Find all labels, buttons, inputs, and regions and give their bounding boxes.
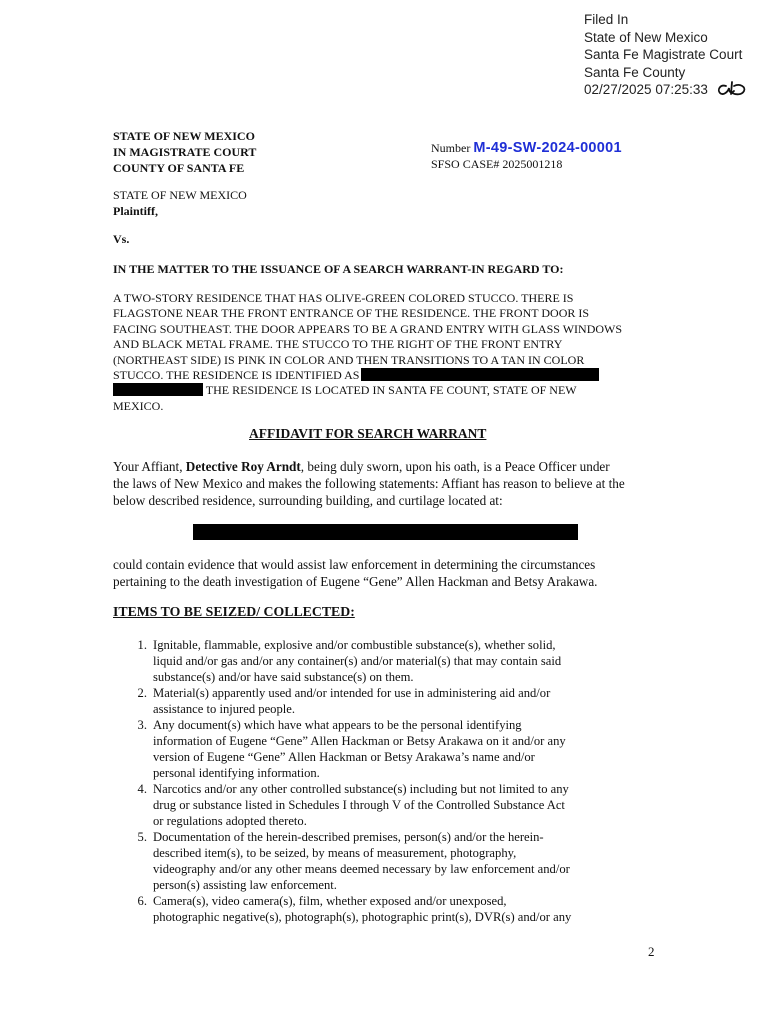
affiant-paragraph	[113, 458, 673, 509]
item-line: Ignitable, flammable, explosive and/or combustible substance(s), whether solid,	[153, 638, 556, 652]
filed-stamp-date: 02/27/2025 07:25:33	[584, 82, 708, 97]
redaction-bar	[361, 368, 599, 381]
item-line: described item(s), to be seized, by means of measurement, photography,	[153, 846, 517, 860]
filed-stamp-line: Santa Fe County	[584, 64, 686, 80]
list-item	[113, 717, 673, 781]
court-caption	[113, 128, 256, 176]
filed-stamp-line: State of New Mexico	[584, 29, 708, 45]
item-line: Material(s) apparently used and/or intended for use in administering aid and/or	[153, 686, 551, 700]
item-number: 3.	[137, 718, 147, 732]
evidence-paragraph	[113, 556, 673, 590]
item-line: liquid and/or gas and/or any container(s) and/or material(s) that may contain said	[153, 654, 562, 668]
item-line: version of Eugene “Gene” Allen Hackman or Betsy Arakawa’s name and/or	[153, 750, 535, 764]
description-line: A TWO-STORY RESIDENCE THAT HAS OLIVE-GREEN COLORED STUCCO. THERE IS	[113, 291, 574, 305]
page-number: 2	[648, 944, 655, 959]
list-item	[113, 893, 673, 925]
case-number: M-49-SW-2024-00001	[473, 140, 622, 156]
affidavit-title: AFFIDAVIT FOR SEARCH WARRANT	[249, 426, 487, 441]
item-number: 2.	[137, 686, 147, 700]
item-line: Camera(s), video camera(s), film, whether exposed and/or unexposed,	[153, 894, 507, 908]
list-item	[113, 685, 673, 717]
list-item	[113, 637, 673, 685]
item-line: Any document(s) which have what appears to be the personal identifying	[153, 718, 522, 732]
affiant-name: Detective Roy Arndt	[185, 459, 301, 474]
item-number: 4.	[137, 782, 147, 796]
description-line: MEXICO.	[113, 398, 164, 413]
versus-label: Vs.	[113, 232, 130, 246]
party-role: Plaintiff,	[113, 204, 158, 218]
item-number: 1.	[137, 638, 147, 652]
paragraph-line: could contain evidence that would assist law enforcement in determining the circumstances	[113, 557, 596, 572]
item-number: 6.	[137, 894, 147, 908]
paragraph-line: below described residence, surrounding building, and curtilage located at:	[113, 493, 503, 508]
address-redaction-bar	[193, 524, 578, 540]
paragraph-line: the laws of New Mexico and makes the following statements: Affiant has reason to believe at the	[113, 476, 625, 491]
paragraph-text: Your Affiant,	[113, 459, 186, 474]
item-line: assistance to injured people.	[153, 702, 295, 716]
matter-heading: IN THE MATTER TO THE ISSUANCE OF A SEARCH WARRANT-IN REGARD TO:	[113, 262, 564, 276]
description-line: STUCCO. THE RESIDENCE IS IDENTIFIED AS	[113, 368, 360, 383]
items-list	[113, 637, 673, 925]
description-line: AND BLACK METAL FRAME. THE STUCCO TO THE RIGHT OF THE FRONT ENTRY	[113, 337, 563, 352]
number-label: Number	[431, 141, 471, 155]
item-number: 5.	[137, 830, 147, 844]
court-state: STATE OF NEW MEXICO	[113, 129, 255, 143]
description-line: (NORTHEAST SIDE) IS PINK IN COLOR AND THEN TRANSITIONS TO A TAN IN COLOR	[113, 352, 585, 367]
party-name: STATE OF NEW MEXICO	[113, 188, 247, 202]
item-line: photographic negative(s), photograph(s), photographic print(s), DVR(s) and/or any	[153, 910, 572, 924]
case-number-block	[431, 140, 622, 172]
description-line: FACING SOUTHEAST. THE DOOR APPEARS TO BE A GRAND ENTRY WITH GLASS WINDOWS	[113, 321, 623, 336]
item-line: person(s) assisting law enforcement.	[153, 878, 337, 892]
description-line: THE RESIDENCE IS LOCATED IN SANTA FE COUNT, STATE OF NEW	[203, 383, 577, 398]
list-item	[113, 781, 673, 829]
description-line: FLAGSTONE NEAR THE FRONT ENTRANCE OF THE RESIDENCE. THE FRONT DOOR IS	[113, 306, 590, 321]
items-title: ITEMS TO BE SEIZED/ COLLECTED:	[113, 604, 355, 619]
item-line: Documentation of the herein-described premises, person(s) and/or the herein-	[153, 830, 544, 844]
sfso-case-number: SFSO CASE# 2025001218	[431, 157, 563, 171]
item-line: drug or substance listed in Schedules I through V of the Controlled Substance Act	[153, 798, 565, 812]
list-item	[113, 829, 673, 893]
item-line: or regulations adopted thereto.	[153, 814, 307, 828]
court-name: IN MAGISTRATE COURT	[113, 145, 257, 159]
item-line: information of Eugene “Gene” Allen Hackman or Betsy Arakawa on it and/or any	[153, 734, 566, 748]
item-line: videography and/or any other means deemed necessary by law enforcement and/or	[153, 862, 570, 876]
filed-stamp-line: Santa Fe Magistrate Court	[584, 47, 743, 62]
redaction-bar	[113, 383, 203, 396]
item-line: substance(s) and/or have said substance(s) on them.	[153, 670, 414, 684]
filed-stamp-line: Filed In	[584, 12, 629, 27]
paragraph-line: pertaining to the death investigation of Eugene “Gene” Allen Hackman and Betsy Arakawa.	[113, 574, 598, 589]
item-line: Narcotics and/or any other controlled substance(s) including but not limited to any	[153, 782, 569, 796]
residence-description	[113, 291, 673, 414]
paragraph-text: , being duly sworn, upon his oath, is a Peace Officer under	[300, 459, 610, 474]
court-county: COUNTY OF SANTA FE	[113, 161, 245, 175]
clerk-initials-signature	[716, 78, 748, 98]
party-block	[113, 187, 247, 219]
item-line: personal identifying information.	[153, 766, 320, 780]
